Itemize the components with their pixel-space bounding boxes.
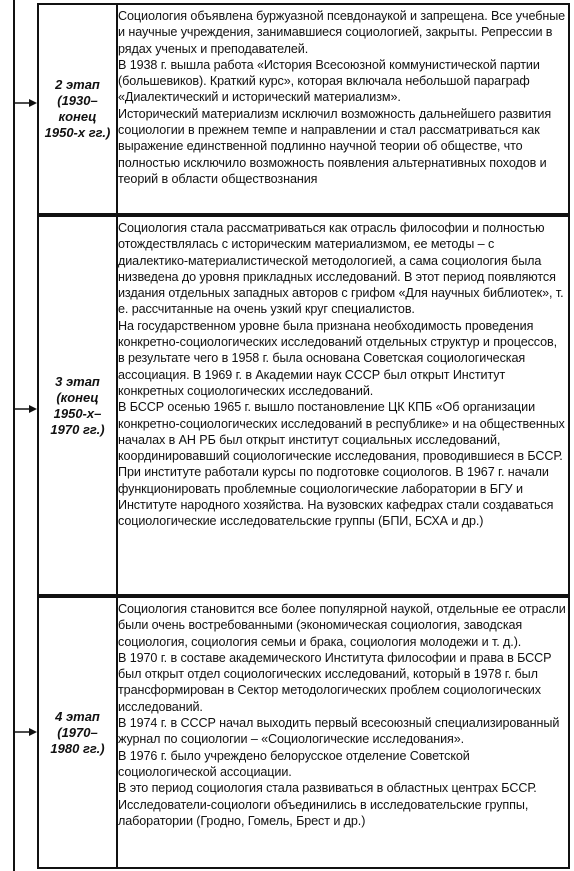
stage-label-2: 2 этап (1930– конец 1950-х гг.) bbox=[44, 77, 111, 140]
paragraph: В 1970 г. в составе академического Института философии и права в БССР был открыт отдел социологических исследований, который в 1978 г. был трансформирован в Сектор методологических проблем социологических исследований. bbox=[118, 650, 552, 714]
paragraph: В 1976 г. было учреждено белорусское отделение Советской социологической ассоциации. bbox=[118, 748, 470, 779]
stage-row-3 bbox=[37, 215, 570, 596]
paragraph: На государственном уровне была признана необходимость проведения конкретно-социологических исследований отдельных структур и процессов, в результате чего в 1958 г. была основана Советская социологическая ассоциация. В 1969 г. в Академии наук СССР был открыт Институт конкретных социологических исследований. bbox=[118, 318, 558, 398]
paragraph: В БССР осенью 1965 г. вышло постановление ЦК КПБ «Об организации конкретно-социологических исследований в республике» и на общественных началах в АН РБ был открыт институт социальных исследований, координировавший социологические исследования, проводившиеся в БССР. При институте работали курсы по подготовке социологов. В 1967 г. начали функционировать проблемные социологические лаборатории в БГУ и Институте народного хозяйства. На вузовских кафедрах стали создаваться социологические исследовательские группы (БПИ, БСХА и др.) bbox=[118, 400, 565, 529]
stage-row-4 bbox=[37, 596, 570, 869]
stage-description-3 bbox=[118, 220, 566, 530]
paragraph: В это период социология стала развиваться в областных центрах БССР. Исследователи-социологи объединились в исследовательские группы, лаборатории (Гродно, Гомель, Брест и др.) bbox=[118, 781, 537, 828]
stage-label-3: 3 этап (конец 1950-х– 1970 гг.) bbox=[50, 373, 105, 437]
arrow-icon bbox=[13, 98, 37, 108]
paragraph: Социология объявлена буржуазной псевдонаукой и запрещена. Все учебные и научные учреждения, занимавшиеся социологией, закрыты. Репрессии в рядах ученых и преподавателей. bbox=[118, 9, 566, 56]
paragraph: В 1938 г. вышла работа «История Всесоюзной коммунистической партии (большевиков). Краткий курс», которая включала небольшой параграф «Диалектический и исторический материализм». bbox=[118, 57, 540, 105]
timeline-line bbox=[13, 0, 15, 871]
stage-label-4: 4 этап (1970– 1980 гг.) bbox=[50, 708, 105, 756]
paragraph: Исторический материализм исключил возможность дальнейшего развития социологии в прежнем темпе и направлении и стал рассматриваться как выражение единственной подлинно научной теории об обществе, что полностью исключило возможность появления альтернативных походов и теорий в области обществознания bbox=[118, 106, 552, 186]
stage-description-4 bbox=[118, 601, 566, 829]
stage-cell-2 bbox=[39, 5, 118, 213]
stage-row-2 bbox=[37, 3, 570, 215]
arrow-icon bbox=[13, 727, 37, 737]
paragraph: В 1974 г. в СССР начал выходить первый всесоюзный специализированный журнал по социологии – «Социологические исследования». bbox=[118, 716, 560, 747]
arrow-icon bbox=[13, 404, 37, 414]
stage-description-2 bbox=[118, 8, 566, 187]
paragraph: Социология стала рассматриваться как отрасль философии и полностью отождествлялась с историческим материализмом, ее методы – с диалектико-материалистической методологией, а сама социология была низведена до уровня прикладных исследований. В этот период появляются издания отдельных западных авторов с грифом «Для научных библиотек», т. е. рассчитанные на очень узкий круг специалистов. bbox=[118, 221, 564, 317]
stage-cell-3 bbox=[39, 217, 118, 594]
stage-cell-4 bbox=[39, 598, 118, 867]
paragraph: Социология становится все более популярной наукой, отдельные ее отрасли были очень востребованными (экономическая социология, заводская социология, социология семьи и брака, социология молодежи и т. д.). bbox=[118, 602, 566, 649]
